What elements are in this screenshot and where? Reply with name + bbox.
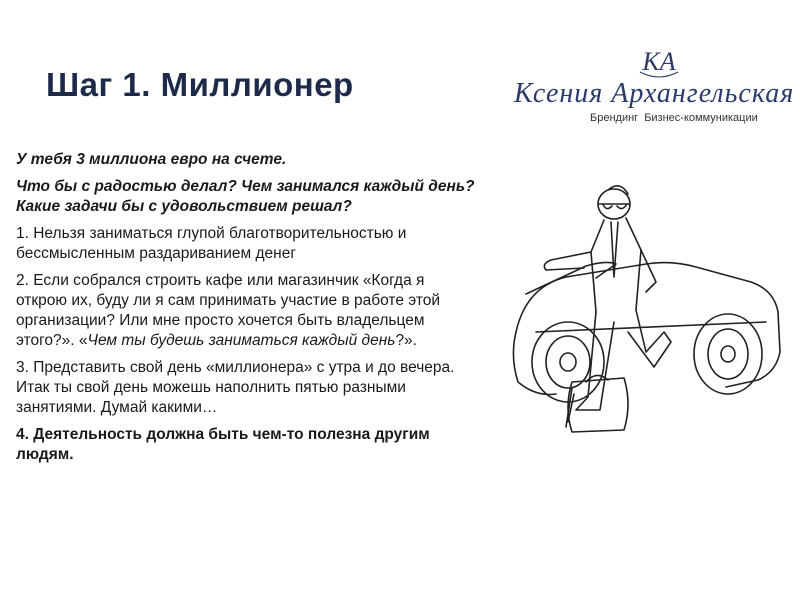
question-activity: Что бы с радостью делал? Чем занимался каждый день? Какие задачи бы с удовольствием решал?: [16, 178, 475, 215]
point-1: 1. Нельзя заниматься глупой благотворительностью и бессмысленным раздариванием денег: [16, 225, 407, 262]
logo-tagline-business: Бизнес-коммуникации: [644, 112, 758, 124]
question-money: У тебя 3 миллиона евро на счете.: [16, 151, 287, 168]
brand-logo: [514, 42, 795, 132]
point-4: 4. Деятельность должна быть чем-то полезна другим людям.: [16, 426, 430, 463]
point-2-italic: Чем ты будешь заниматься каждый день: [87, 332, 396, 349]
logo-tagline: [590, 112, 790, 124]
millionaire-car-illustration: [496, 182, 786, 442]
logo-tagline-branding: Брендинг: [590, 112, 639, 124]
point-2: [16, 271, 478, 351]
point-2-text: 2. Если собрался строить кафе или магазинчик «Когда я открою их, буду ли я сам принимать участие в работе этой организации? Или мне просто хочется быть владельцем этого?». «: [16, 272, 441, 349]
logo-name: Ксения Архангельская: [514, 78, 795, 109]
point-2-end: ?».: [395, 332, 417, 349]
monogram-icon: [636, 42, 682, 82]
point-3: 3. Представить свой день «миллионера» с утра и до вечера. Итак ты свой день можешь наполнить пятью разными занятиями. Думай какими…: [16, 359, 455, 416]
monogram-text: KA: [642, 47, 676, 76]
slide-body: [16, 150, 478, 472]
slide-title: Шаг 1. Миллионер: [46, 66, 354, 103]
